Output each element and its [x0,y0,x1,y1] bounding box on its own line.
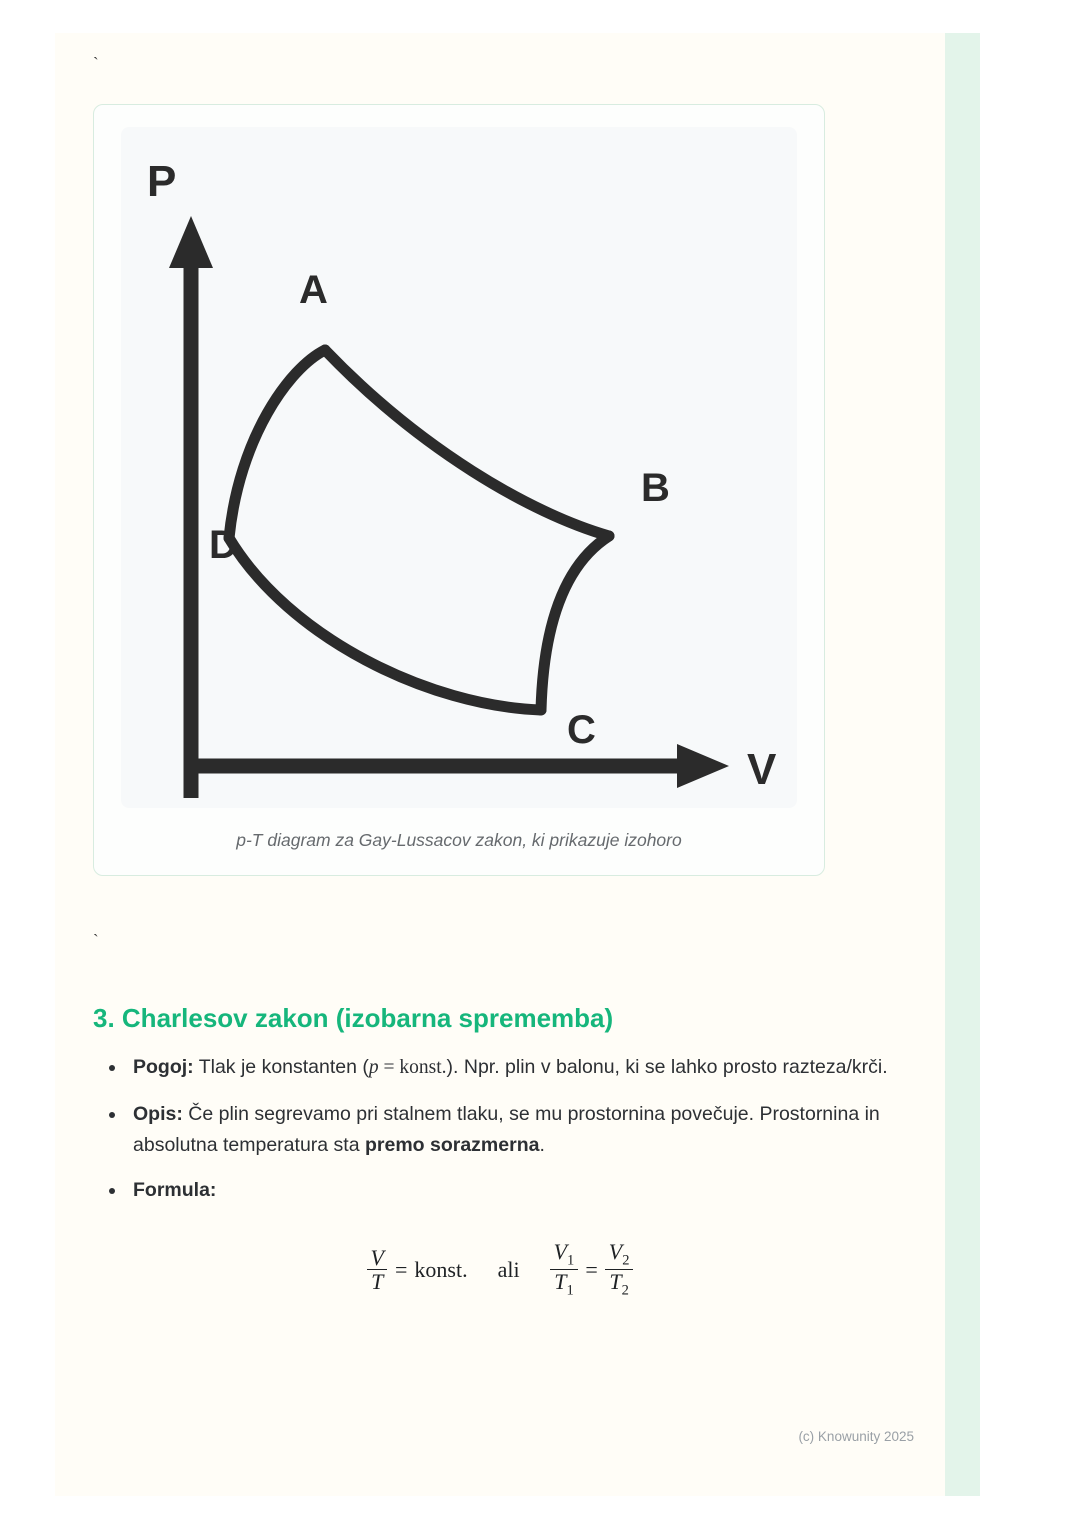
bullet-text-pogoj-before: Tlak je konstanten ( [193,1056,369,1078]
point-label-c: C [567,707,596,752]
point-label-d: D [209,522,238,567]
figure-caption: p-T diagram za Gay-Lussacov zakon, ki prikazuje izohoro [236,830,682,850]
point-label-b: B [641,465,670,510]
page-content [55,33,945,1496]
bullet-text-opis-after: . [539,1133,545,1156]
fraction-v2-over-t2 [605,1240,634,1299]
document-page [55,33,980,1496]
bullet-strong-opis: premo sorazmerna [364,1133,540,1156]
equals-sign-1: = [394,1256,408,1282]
code-fence-tick-middle: ` [93,931,99,950]
bullet-text-pogoj-after: ). Npr. plin v balonu, ki se lahko prosto razteza/krči. [446,1056,888,1078]
bullet-list [93,1052,907,1206]
pv-diagram-svg [129,138,789,798]
code-fence-tick-top: ` [93,54,99,73]
formula-block [93,1240,907,1299]
page-accent-strip [945,33,980,1496]
formula-part-1 [367,1246,468,1295]
point-label-a: A [299,267,328,312]
bullet-label-formula: Formula: [133,1179,217,1202]
fraction-v-over-t [367,1246,388,1295]
bullet-text-opis-before: Če plin segrevamo pri stalnem tlaku, se mu prostornina povečuje. Prostornina in absolutna temperatura sta [133,1102,880,1156]
list-item-pogoj [127,1052,907,1084]
bullet-math-pogoj: p = konst. [368,1057,447,1078]
konst-text: konst. [414,1256,468,1282]
copyright-footer: (c) Knowunity 2025 [798,1429,914,1444]
axis-y-label: P [147,156,177,206]
equals-sign-2: = [585,1256,598,1282]
list-item-opis [127,1099,907,1161]
bullet-label-pogoj: Pogoj: [133,1056,194,1078]
bullet-label-opis: Opis: [133,1102,183,1125]
axis-x-label: V [747,744,777,794]
section-title: 3. Charlesov zakon (izobarna sprememba) [93,1003,614,1033]
fraction-denominator: T [367,1269,387,1294]
fraction-denominator-1: $T_1$ [550,1269,578,1299]
fraction-numerator-1: $V_1$ [553,1239,575,1269]
fraction-numerator-2: $V_2$ [608,1239,630,1269]
figure-card [93,104,825,876]
fraction-denominator-2: $T_2$ [605,1269,633,1299]
cycle-curve [229,350,609,710]
ali-text: ali [497,1256,520,1282]
axis-y [169,216,213,798]
list-item-formula [127,1175,907,1206]
figure-image [121,127,797,808]
fraction-v1-over-t1 [550,1240,579,1299]
axis-x [184,744,729,788]
formula-part-2 [550,1240,634,1299]
fraction-numerator: V [370,1244,384,1270]
